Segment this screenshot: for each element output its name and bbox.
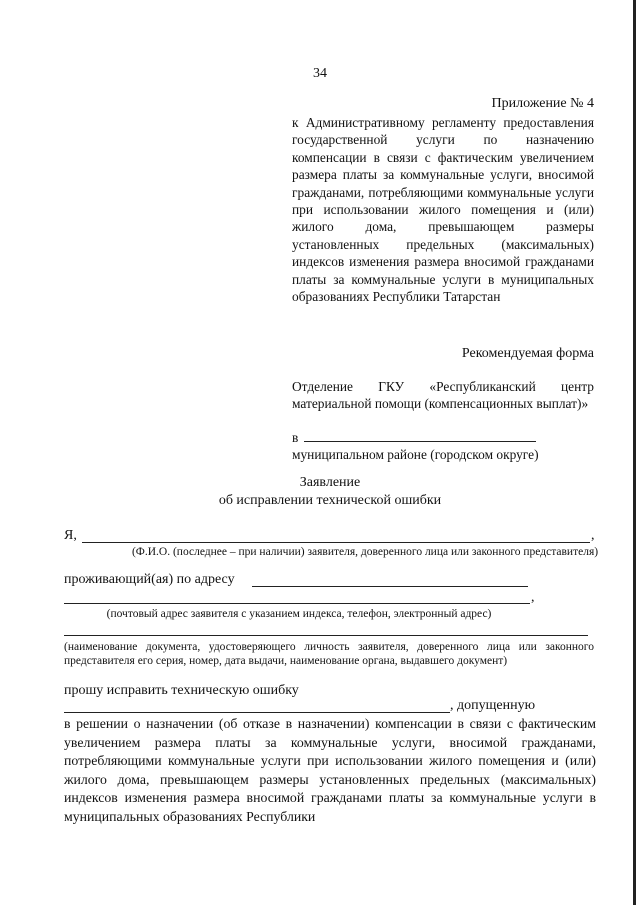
address-line-1: [252, 586, 528, 587]
applicant-prefix: Я,: [64, 528, 77, 543]
applicant-comma: ,: [591, 528, 595, 543]
department-district: муниципальном районе (городском округе): [292, 447, 539, 462]
applicant-hint: (Ф.И.О. (последнее – при наличии) заявителя, доверенного лица или законного представителя): [131, 546, 599, 558]
department-name: Отделение ГКУ «Республиканский центр материальной помощи (компенсационных выплат)»: [292, 379, 594, 412]
address-comma: ,: [531, 590, 535, 605]
applicant-name-line: [82, 542, 590, 543]
body-paragraph: в решении о назначении (об отказе в назначении) компенсации в связи с фактическим увеличением размера платы за коммунальные услуги, вносимой гражданами, потребляющими коммунальные услуги при использовании жилого помещения и (или) жилого дома, превышающем размеры установленных предельных (максимальных) индексов изменения размера вносимой гражданами платы за коммунальные услуги в муниципальных образованиях Республики: [64, 716, 596, 824]
department-prefix: в: [292, 430, 299, 445]
appendix-title: Приложение № 4: [491, 96, 594, 111]
identity-document-hint: (наименование документа, удостоверяющего личность заявителя, доверенного лица или законного представителя его серия, номер, дата выдачи, наименование органа, выдавшего документ): [64, 641, 594, 667]
address-line-2: [64, 603, 530, 604]
document-title-line-2: об исправлении технической ошибки: [218, 493, 442, 508]
appendix-reference: к Административному регламенту предоставления государственной услуги по назначению компенсации в связи с фактическим увеличением размера платы за коммунальные услуги, вносимой гражданами, потребляющими коммунальные услуги при использовании жилого помещения и (или) жилого дома, превышающем размеры установленных предельных (максимальных) индексов изменения размера вносимой гражданами платы за коммунальные услуги в муниципальных образованиях Республики Татарстан: [292, 115, 594, 305]
address-hint: (почтовый адрес заявителя с указанием индекса, телефон, электронный адрес): [106, 608, 492, 620]
recommended-form-label: Рекомендуемая форма: [461, 346, 594, 361]
district-fill-line: [304, 441, 536, 442]
request-label: прошу исправить техническую ошибку: [64, 683, 299, 698]
request-made-label: , допущенную: [450, 698, 536, 713]
document-title: [60, 474, 600, 510]
page-number: 34: [313, 66, 327, 81]
address-label: проживающий(ая) по адресу: [64, 572, 235, 587]
error-description-line: [64, 712, 450, 713]
identity-document-line: [64, 635, 588, 636]
document-title-line-1: Заявление: [299, 475, 361, 490]
page-edge-line: [633, 0, 636, 905]
